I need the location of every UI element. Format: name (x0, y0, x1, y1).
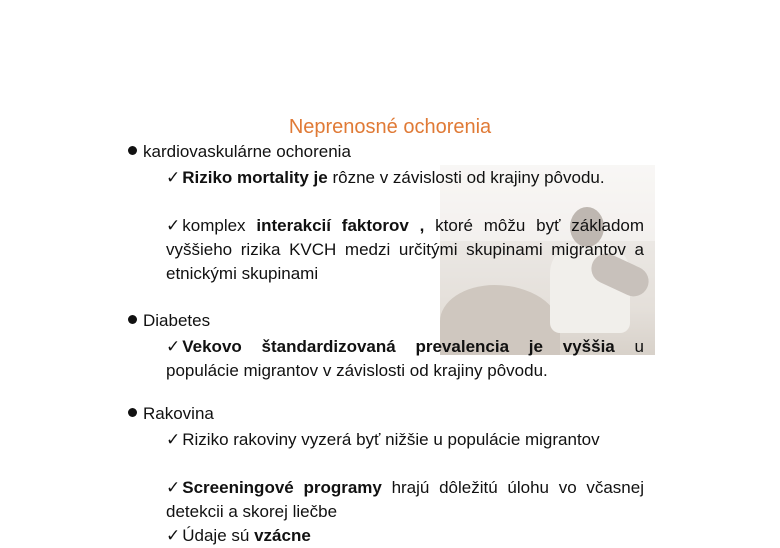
bullet-diabetes (128, 311, 210, 331)
list-item: ✓ Vekovo štandardizovaná prevalencia je vyššia u populácie migrantov v závislosti od krajiny pôvodu. (166, 337, 644, 380)
bullet-cancer (128, 404, 214, 424)
bullet-dot (128, 146, 137, 155)
check-icon: ✓ (166, 430, 181, 450)
section-heading: Rakovina (143, 404, 214, 423)
bullet-dot (128, 315, 137, 324)
bullet-cardiovascular (128, 142, 351, 162)
section-heading: kardiovaskulárne ochorenia (143, 142, 351, 161)
check-icon: ✓ (166, 216, 181, 236)
check-icon: ✓ (166, 478, 181, 498)
check-icon: ✓ (166, 526, 181, 546)
page-title: Neprenosné ochorenia (288, 116, 492, 138)
check-icon: ✓ (166, 337, 181, 357)
section-heading: Diabetes (143, 311, 211, 330)
check-icon: ✓ (166, 168, 181, 188)
bullet-dot (128, 408, 137, 417)
list-item: ✓ Riziko mortality je rôzne v závislosti od krajiny pôvodu. (166, 168, 605, 188)
list-item: ✓ Riziko rakoviny vyzerá byť nižšie u populácie migrantov (166, 430, 600, 450)
list-item: ✓ Údaje sú vzácne (166, 526, 311, 546)
list-item: ✓ Screeningové programy hrajú dôležitú úlohu vo včasnej detekcii a skorej liečbe (166, 478, 644, 521)
list-item: ✓ komplex interakcií faktorov , ktoré môžu byť základom vyššieho rizika KVCH medzi určitými skupinami migrantov a etnickými skupinami (166, 216, 645, 283)
